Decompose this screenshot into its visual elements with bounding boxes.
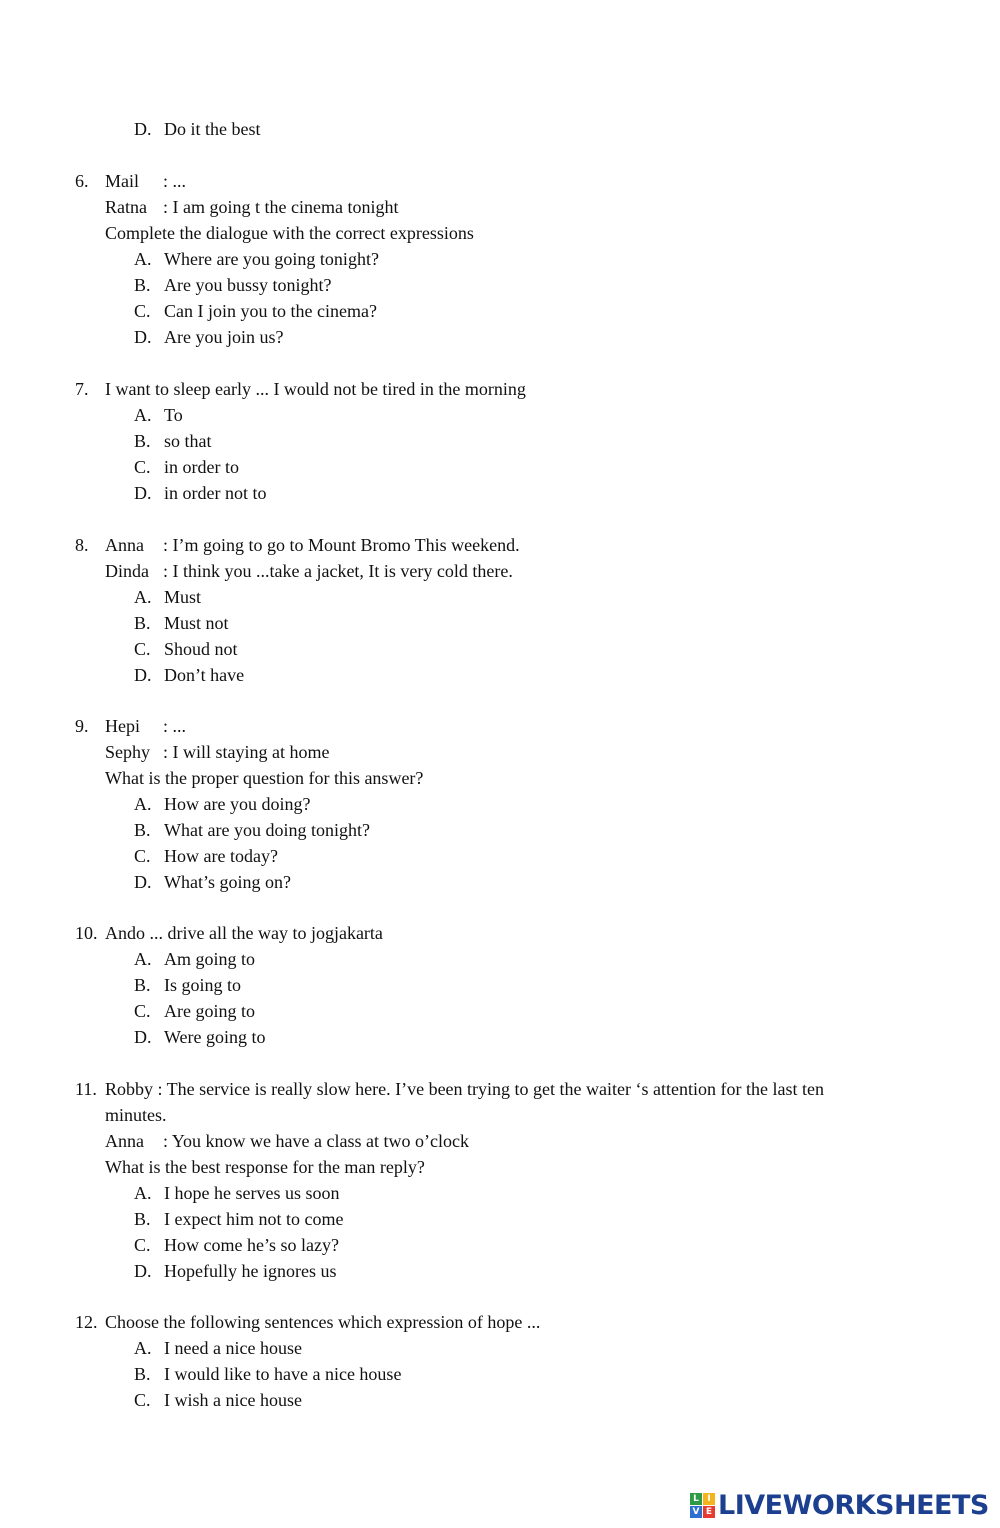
question-instruction: What is the best response for the man reply? [105, 1157, 425, 1177]
option-text: Where are you going tonight? [164, 249, 379, 269]
dialogue-text: : You know we have a class at two o’clock [163, 1131, 469, 1151]
option-text: Am going to [164, 949, 256, 969]
option-text: Hopefully he ignores us [164, 1261, 337, 1281]
option-text: I need a nice house [164, 1338, 302, 1358]
question-number: 6. [75, 171, 89, 191]
dialogue-line [105, 534, 520, 556]
logo-tile: L [690, 1493, 702, 1505]
prev-option-text: Do it the best [164, 119, 261, 139]
option-letter: B. [134, 1364, 151, 1384]
dialogue-line [105, 715, 186, 737]
question-number: 10. [75, 923, 98, 943]
option-letter: B. [134, 613, 151, 633]
option-text: in order not to [164, 483, 267, 503]
option-text: How come he’s so lazy? [164, 1235, 339, 1255]
option-letter: A. [134, 1338, 152, 1358]
option-text: Don’t have [164, 665, 245, 685]
option-text: so that [164, 431, 212, 451]
option-letter: B. [134, 431, 151, 451]
speaker-name: Anna [105, 1131, 144, 1151]
dialogue-line [105, 1130, 469, 1152]
speaker-name: Sephy [105, 742, 150, 762]
option-text: Is going to [164, 975, 242, 995]
option-text: I expect him not to come [164, 1209, 344, 1229]
dialogue-line [105, 196, 398, 218]
dialogue-text: : I think you ...take a jacket, It is very cold there. [163, 561, 513, 581]
option-letter: A. [134, 1183, 152, 1203]
logo-tile: V [690, 1506, 702, 1518]
option-text: To [164, 405, 183, 425]
option-letter: C. [134, 301, 151, 321]
dialogue-text: : ... [163, 171, 187, 191]
option-letter: B. [134, 1209, 151, 1229]
option-text: Are you bussy tonight? [164, 275, 332, 295]
option-text: Must not [164, 613, 229, 633]
option-letter: D. [134, 483, 152, 503]
question-number: 8. [75, 535, 89, 555]
option-text: Can I join you to the cinema? [164, 301, 377, 321]
option-letter: D. [134, 1027, 152, 1047]
liveworksheets-wordmark: LIVEWORKSHEETS [718, 1489, 989, 1521]
option-letter: C. [134, 846, 151, 866]
option-text: I hope he serves us soon [164, 1183, 340, 1203]
option-letter: A. [134, 405, 152, 425]
option-text: What are you doing tonight? [164, 820, 370, 840]
logo-tile: I [703, 1493, 715, 1505]
question-text: Choose the following sentences which expression of hope ... [105, 1312, 541, 1332]
liveworksheets-logo-icon [690, 1493, 715, 1518]
option-letter: D. [134, 1261, 152, 1281]
option-letter: D. [134, 872, 152, 892]
dialogue-line [105, 170, 186, 192]
option-letter: C. [134, 1390, 151, 1410]
question-number: 9. [75, 716, 89, 736]
dialogue-text: : I am going t the cinema tonight [163, 197, 399, 217]
option-letter: B. [134, 275, 151, 295]
dialogue-line-continuation: minutes. [105, 1105, 167, 1125]
option-letter: B. [134, 975, 151, 995]
dialogue-line [105, 741, 329, 763]
prev-option-letter: D. [134, 119, 152, 139]
option-text: Are going to [164, 1001, 255, 1021]
question-text: Ando ... drive all the way to jogjakarta [105, 923, 383, 943]
dialogue-text: : I will staying at home [163, 742, 330, 762]
option-letter: A. [134, 794, 152, 814]
option-text: How are you doing? [164, 794, 311, 814]
speaker-name: Anna [105, 535, 144, 555]
question-number: 12. [75, 1312, 98, 1332]
question-instruction: Complete the dialogue with the correct expressions [105, 223, 474, 243]
option-text: Shoud not [164, 639, 238, 659]
option-letter: A. [134, 949, 152, 969]
option-text: What’s going on? [164, 872, 291, 892]
option-letter: C. [134, 1001, 151, 1021]
option-letter: C. [134, 1235, 151, 1255]
option-letter: A. [134, 249, 152, 269]
question-number: 7. [75, 379, 89, 399]
option-letter: C. [134, 457, 151, 477]
dialogue-text: : I’m going to go to Mount Bromo This weekend. [163, 535, 520, 555]
option-letter: A. [134, 587, 152, 607]
option-text: Were going to [164, 1027, 266, 1047]
option-text: Must [164, 587, 202, 607]
liveworksheets-logo [690, 1488, 990, 1522]
option-text: I would like to have a nice house [164, 1364, 402, 1384]
dialogue-text: : ... [163, 716, 187, 736]
option-text: Are you join us? [164, 327, 284, 347]
question-number: 11. [75, 1079, 97, 1099]
option-letter: D. [134, 327, 152, 347]
dialogue-line [105, 560, 513, 582]
speaker-name: Ratna [105, 197, 147, 217]
dialogue-line: Robby : The service is really slow here. I’ve been trying to get the waiter ‘s attention for the last ten [105, 1079, 824, 1099]
option-letter: B. [134, 820, 151, 840]
speaker-name: Dinda [105, 561, 149, 581]
option-letter: D. [134, 665, 152, 685]
option-text: I wish a nice house [164, 1390, 302, 1410]
question-instruction: What is the proper question for this answer? [105, 768, 424, 788]
question-text: I want to sleep early ... I would not be tired in the morning [105, 379, 526, 399]
speaker-name: Hepi [105, 716, 140, 736]
option-letter: C. [134, 639, 151, 659]
option-text: How are today? [164, 846, 278, 866]
logo-tile: E [703, 1506, 715, 1518]
speaker-name: Mail [105, 171, 139, 191]
option-text: in order to [164, 457, 239, 477]
